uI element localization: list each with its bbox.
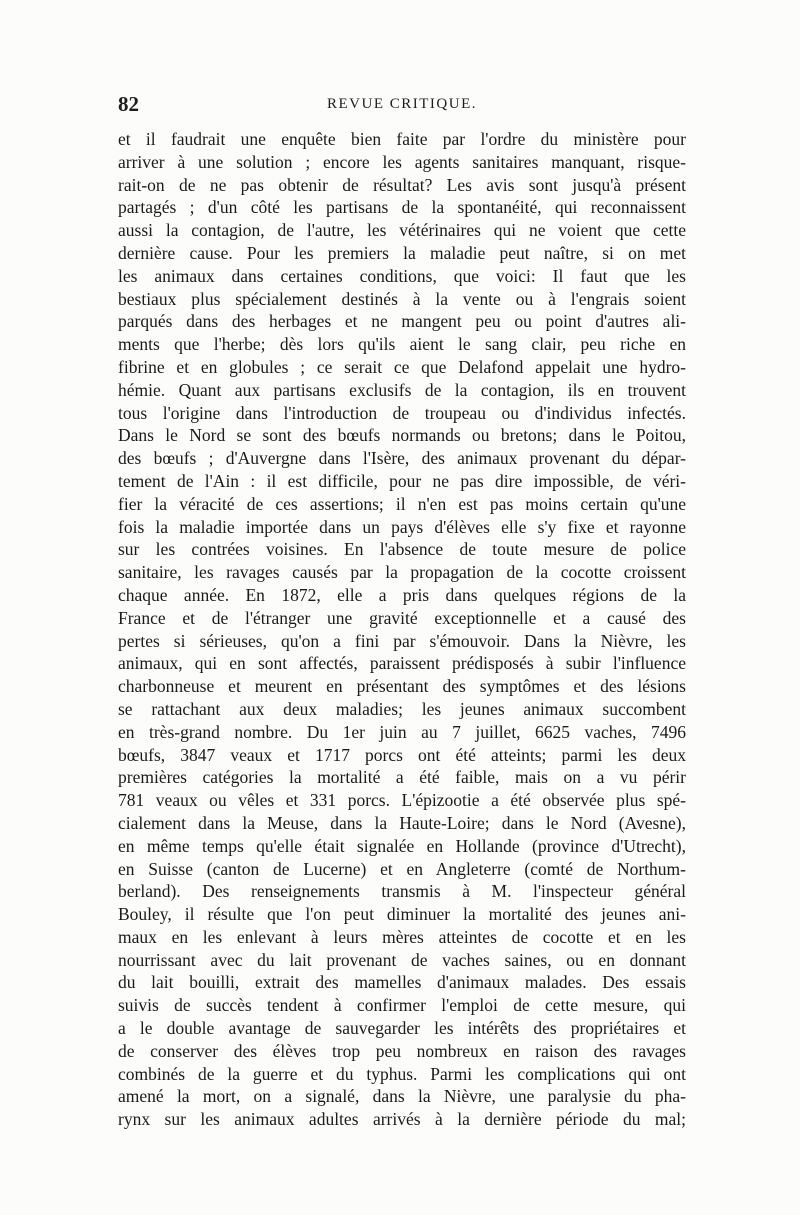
running-title: REVUE CRITIQUE. — [327, 96, 477, 112]
text-line: fois la maladie importée dans un pays d'élèves elle s'y fixe et rayonne — [118, 516, 686, 537]
body-text — [118, 128, 686, 1131]
text-line: partagés ; d'un côté les partisans de la spontanéité, qui reconnaissent — [118, 197, 686, 218]
text-line: premières catégories la mortalité a été faible, mais on a vu périr — [118, 767, 686, 788]
text-line: berland). Des renseignements transmis à M. l'inspecteur général — [118, 881, 686, 902]
text-line: du lait bouilli, extrait des mamelles d'animaux malades. Des essais — [118, 972, 686, 993]
text-line: parqués dans des herbages et ne mangent peu ou point d'autres ali- — [118, 311, 686, 332]
text-line: Bouley, il résulte que l'on peut diminuer la mortalité des jeunes ani- — [118, 904, 686, 925]
text-line: pertes si sérieuses, qu'on a fini par s'émouvoir. Dans la Nièvre, les — [118, 630, 686, 651]
text-line: les animaux dans certaines conditions, que voici: Il faut que les — [118, 265, 686, 286]
text-line: dernière cause. Pour les premiers la maladie peut naître, si on met — [118, 242, 686, 263]
text-line: arriver à une solution ; encore les agents sanitaires manquant, risque- — [118, 151, 686, 172]
text-line: rynx sur les animaux adultes arrivés à la dernière période du mal; — [118, 1109, 686, 1130]
text-line: en très-grand nombre. Du 1er juin au 7 juillet, 6625 vaches, 7496 — [118, 721, 686, 742]
text-line: bœufs, 3847 veaux et 1717 porcs ont été atteints; parmi les deux — [118, 744, 686, 765]
text-line: fier la véracité de ces assertions; il n'en est pas moins certain qu'une — [118, 493, 686, 514]
text-line: 781 veaux ou vêles et 331 porcs. L'épizootie a été observée plus spé- — [118, 790, 686, 811]
text-line: en Suisse (canton de Lucerne) et en Angleterre (comté de Northum- — [118, 858, 686, 879]
text-line: des bœufs ; d'Auvergne dans l'Isère, des animaux provenant du dépar- — [118, 448, 686, 469]
text-line: rait-on de ne pas obtenir de résultat? Les avis sont jusqu'à présent — [118, 174, 686, 195]
text-line: sanitaire, les ravages causés par la propagation de la cocotte croissent — [118, 562, 686, 583]
text-line: tous l'origine dans l'introduction de troupeau ou d'individus infectés. — [118, 402, 686, 423]
text-line: charbonneuse et meurent en présentant des symptômes et des lésions — [118, 676, 686, 697]
text-line: France et de l'étranger une gravité exceptionnelle et a causé des — [118, 607, 686, 628]
text-line: amené la mort, on a signalé, dans la Nièvre, une paralysie du pha- — [118, 1086, 686, 1107]
text-line: sur les contrées voisines. En l'absence de toute mesure de police — [118, 539, 686, 560]
text-line: nourrissant avec du lait provenant de vaches saines, ou en donnant — [118, 949, 686, 970]
text-line: suivis de succès tendent à confirmer l'emploi de cette mesure, qui — [118, 995, 686, 1016]
text-line: cialement dans la Meuse, dans la Haute-Loire; dans le Nord (Avesne), — [118, 812, 686, 833]
text-line: maux en les enlevant à leurs mères atteintes de cocotte et en les — [118, 926, 686, 947]
page-number: 82 — [118, 92, 139, 116]
text-line: fibrine et en globules ; ce serait ce que Delafond appelait une hydro- — [118, 356, 686, 377]
text-line: de conserver des élèves trop peu nombreux en raison des ravages — [118, 1040, 686, 1061]
text-line: et il faudrait une enquête bien faite par l'ordre du ministère pour — [118, 129, 686, 149]
text-line: en même temps qu'elle était signalée en Hollande (province d'Utrecht), — [118, 835, 686, 856]
text-line: combinés de la guerre et du typhus. Parmi les complications qui ont — [118, 1063, 686, 1084]
text-line: a le double avantage de sauvegarder les intérêts des propriétaires et — [118, 1018, 686, 1039]
text-line: bestiaux plus spécialement destinés à la vente ou à l'engrais soient — [118, 288, 686, 309]
text-line: tement de l'Ain : il est difficile, pour ne pas dire impossible, de véri- — [118, 470, 686, 491]
text-line: hémie. Quant aux partisans exclusifs de la contagion, ils en trouvent — [118, 379, 686, 400]
text-line: Dans le Nord se sont des bœufs normands ou bretons; dans le Poitou, — [118, 425, 686, 446]
text-line: animaux, qui en sont affectés, paraissent prédisposés à subir l'influence — [118, 653, 686, 674]
page-header — [118, 92, 686, 116]
text-line: chaque année. En 1872, elle a pris dans quelques régions de la — [118, 584, 686, 605]
text-line: aussi la contagion, de l'autre, les vétérinaires qui ne voient que cette — [118, 220, 686, 241]
text-line: se rattachant aux deux maladies; les jeunes animaux succombent — [118, 698, 686, 719]
text-line: ments que l'herbe; dès lors qu'ils aient le sang clair, peu riche en — [118, 334, 686, 355]
